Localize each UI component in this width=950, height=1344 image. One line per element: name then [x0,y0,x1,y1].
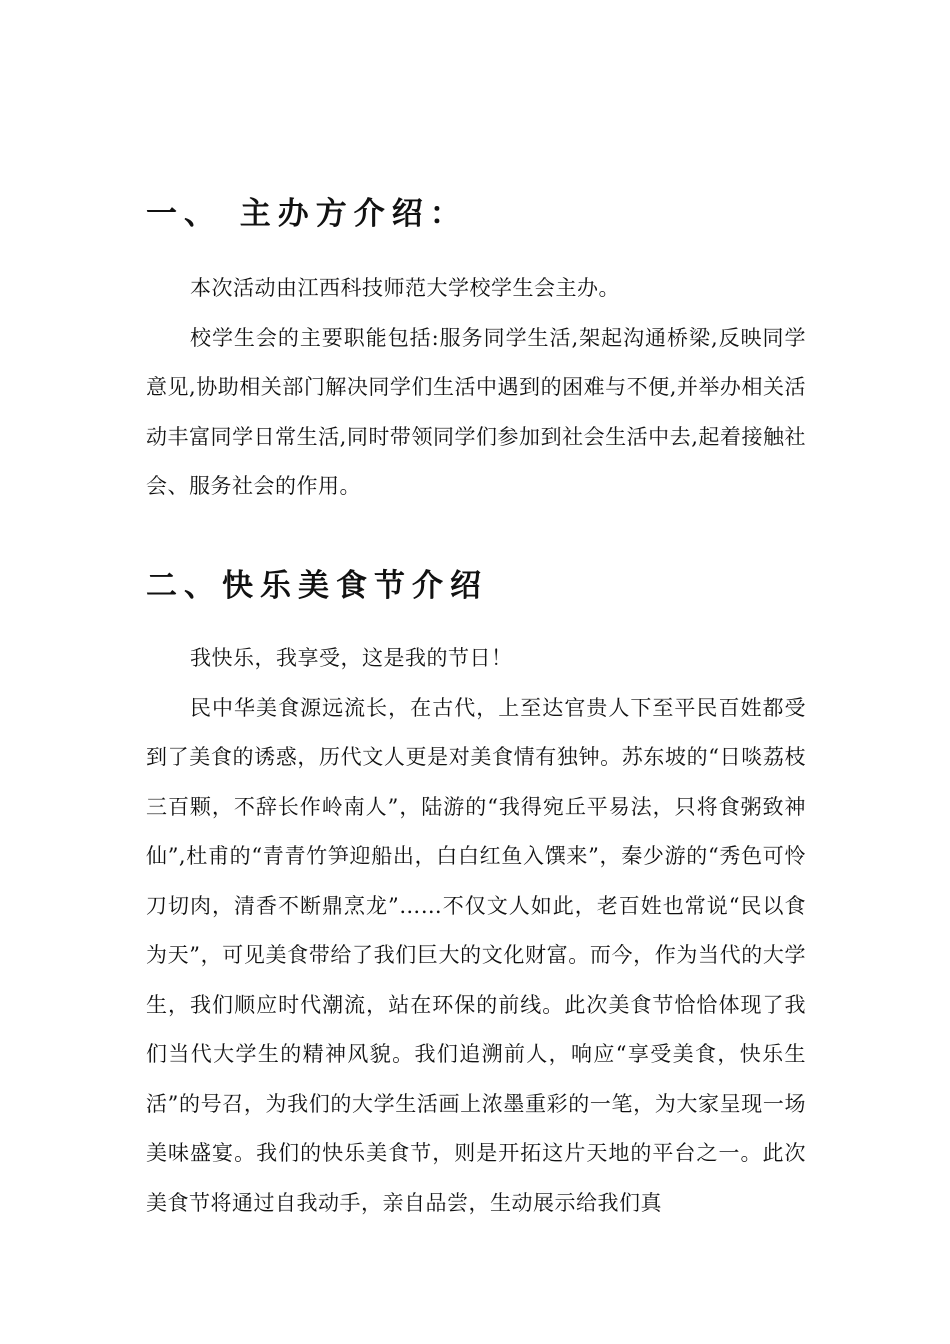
paragraph: 本次活动由江西科技师范大学校学生会主办。 [190,276,620,300]
paragraph: 校学生会的主要职能包括:服务同学生活,架起沟通桥梁,反映同学意见,协助相关部门解决同学们生活中遇到的困难与不便,并举办相关活动丰富同学日常生活,同时带领同学们参加到社会生活中去,起着接触社会、服务社会的作用。 [146,325,806,498]
section-heading-food-festival: 二、快乐美食节介绍 [146,568,488,604]
paragraph: 民中华美食源远流长，在古代，上至达官贵人下至平民百姓都受到了美食的诱惑，历代文人更是对美食情有独钟。苏东坡的“日啖荔枝三百颗，不辞长作岭南人”，陆游的“我得宛丘平易法，只将食粥致神仙”,杜甫的“青青竹笋迎船出，白白红鱼入馔来”，秦少游的“秀色可怜刀切肉，清香不断鼎烹龙”……不仅文人如此，老百姓也常说“民以食为天”，可见美食带给了我们巨大的文化财富。而今，作为当代的大学生，我们顺应时代潮流，站在环保的前线。此次美食节恰恰体现了我们当代大学生的精神风貌。我们追溯前人，响应“享受美食，快乐生活”的号召，为我们的大学生活画上浓墨重彩的一笔，为大家呈现一场美味盛宴。我们的快乐美食节，则是开拓这片天地的平台之一。此次美食节将通过自我动手，亲自品尝，生动展示给我们真 [146,695,806,1215]
paragraph: 我快乐，我享受，这是我的节日！ [190,646,513,670]
section-heading-organizer: 一、 主办方介绍： [146,196,468,232]
section-organizer-body [146,264,806,512]
document-page [146,0,806,1344]
section-food-festival-body [146,634,806,1228]
